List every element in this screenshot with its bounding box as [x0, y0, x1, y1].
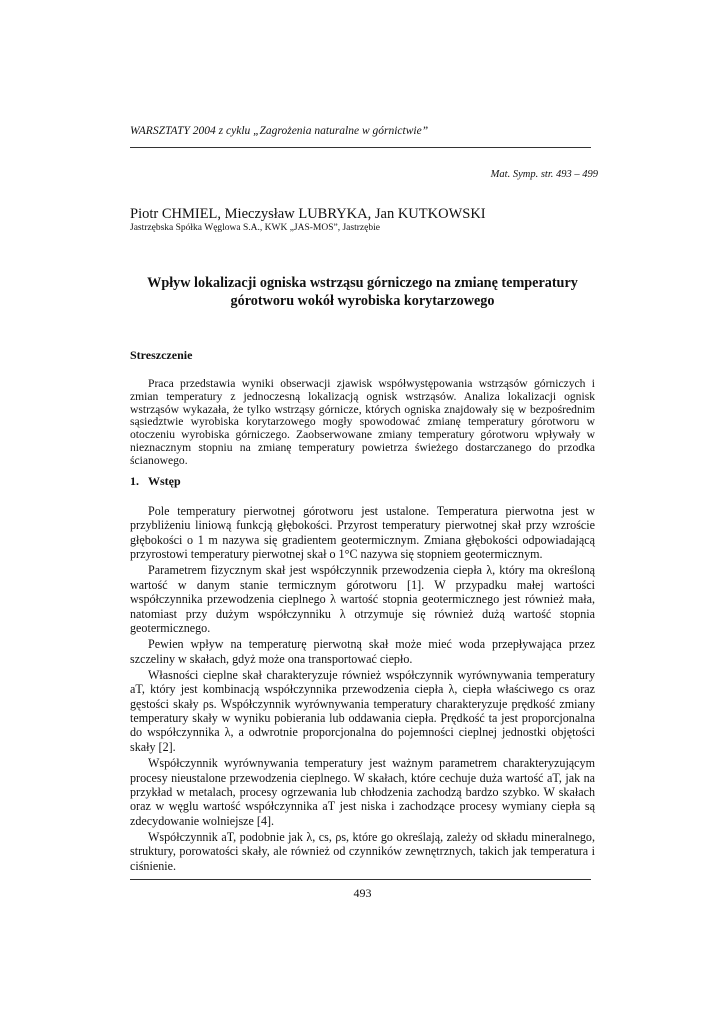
body-paragraph: Własności cieplne skał charakteryzuje również współczynnik wyrównywania temperatury aT, który jest kombinacją współczynnika przewodzenia ciepła λ, ciepła właściwego cs oraz gęstości skały ρs. Współczynnik wyrównywania temperatury charakteryzuje prędkość zmiany temperatury skały w wyniku pobierania lub oddawania ciepła. Prędkość ta jest proporcjonalna do współczynnika λ, a odwrotnie proporcjonalna do pojemności cieplnej jednostki objętości skały [2].: [130, 667, 595, 754]
page-number: 493: [353, 886, 372, 900]
section-heading: [130, 474, 181, 489]
abstract-paragraph: Praca przedstawia wyniki obserwacji zjawisk współwystępowania wstrząsów górniczych i zmian temperatury z jednoczesną lokalizacją ognisk wstrząsów. Analiza lokalizacji ognisk wstrząsów wykazała, że tylko wstrząsy górnicze, których ogniska znajdowały się w bezpośrednim sąsiedztwie wyrobiska korytarzowego mogły spowodować zmianę temperatury górotworu w otoczeniu wyrobiska górniczego. Zaobserwowane zmiany temperatury górotworu wpływały w nieznacznym stopniu na zmianę temperatury powietrza świeżego dostarczanego do przodka ścianowego.: [130, 377, 595, 467]
paper-title-line-1: Wpływ lokalizacji ogniska wstrząsu górniczego na zmianę temperatury: [147, 275, 578, 291]
body-paragraph: Pole temperatury pierwotnej górotworu jest ustalone. Temperatura pierwotna jest w przybliżeniu liniową funkcją głębokości. Przyrost temperatury pierwotnej skał przy wzroście głębokości o 1 m nazywa się gradientem geotermicznym. Zmiana głębokości odpowiadającą przyrostowi temperatury pierwotnej skał o 1°C nazywa się stopniem geotermicznym.: [130, 504, 595, 562]
citation: Mat. Symp. str. 493 – 499: [490, 169, 598, 180]
section-number: 1.: [130, 474, 139, 488]
running-header: WARSZTATY 2004 z cyklu „Zagrożenia naturalne w górnictwie”: [130, 125, 429, 137]
body-paragraph: Pewien wpływ na temperaturę pierwotną skał może mieć woda przepływająca przez szczeliny w skałach, gdyż może ona transportować ciepło.: [130, 637, 595, 666]
paper-title: [130, 274, 595, 310]
body-paragraph: Parametrem fizycznym skał jest współczynnik przewodzenia ciepła λ, który ma określoną wartość w danym stanie termicznym górotworu [1]. W przypadku małej wartości współczynnika przewodzenia cieplnego λ wartość stopnia geotermicznego jest również mała, natomiast przy dużym współczynniku λ otrzymuje się również dużą wartość stopnia geotermicznego.: [130, 563, 595, 636]
section-title: Wstęp: [148, 474, 181, 488]
body-paragraph: Współczynnik wyrównywania temperatury jest ważnym parametrem charakteryzującym procesy nieustalone przewodzenia cieplnego. W skałach, które cechuje duża wartość aT, jak na przykład w metalach, procesy ogrzewania lub chłodzenia zachodzą bardzo szybko. W skałach oraz w węglu wartość współczynnika aT jest niska i zachodzące procesy wymiany ciepła są zdecydowanie wolniejsze [4].: [130, 756, 595, 828]
abstract-text: [130, 378, 595, 468]
footer-rule: [130, 879, 591, 880]
affiliation: Jastrzębska Spółka Węglowa S.A., KWK „JAS-MOS”, Jastrzębie: [130, 223, 380, 233]
abstract-heading: Streszczenie: [130, 348, 193, 362]
section-body: [130, 504, 595, 875]
body-paragraph: Współczynnik aT, podobnie jak λ, cs, ρs, które go określają, zależy od składu mineralnego, struktury, porowatości skały, ale również od czynników zewnętrznych, takich jak temperatura i ciśnienie.: [130, 829, 595, 873]
paper-title-line-2: górotworu wokół wyrobiska korytarzowego: [230, 293, 495, 309]
header-rule: [130, 147, 591, 148]
authors: Piotr CHMIEL, Mieczysław LUBRYKA, Jan KUTKOWSKI: [130, 206, 486, 222]
